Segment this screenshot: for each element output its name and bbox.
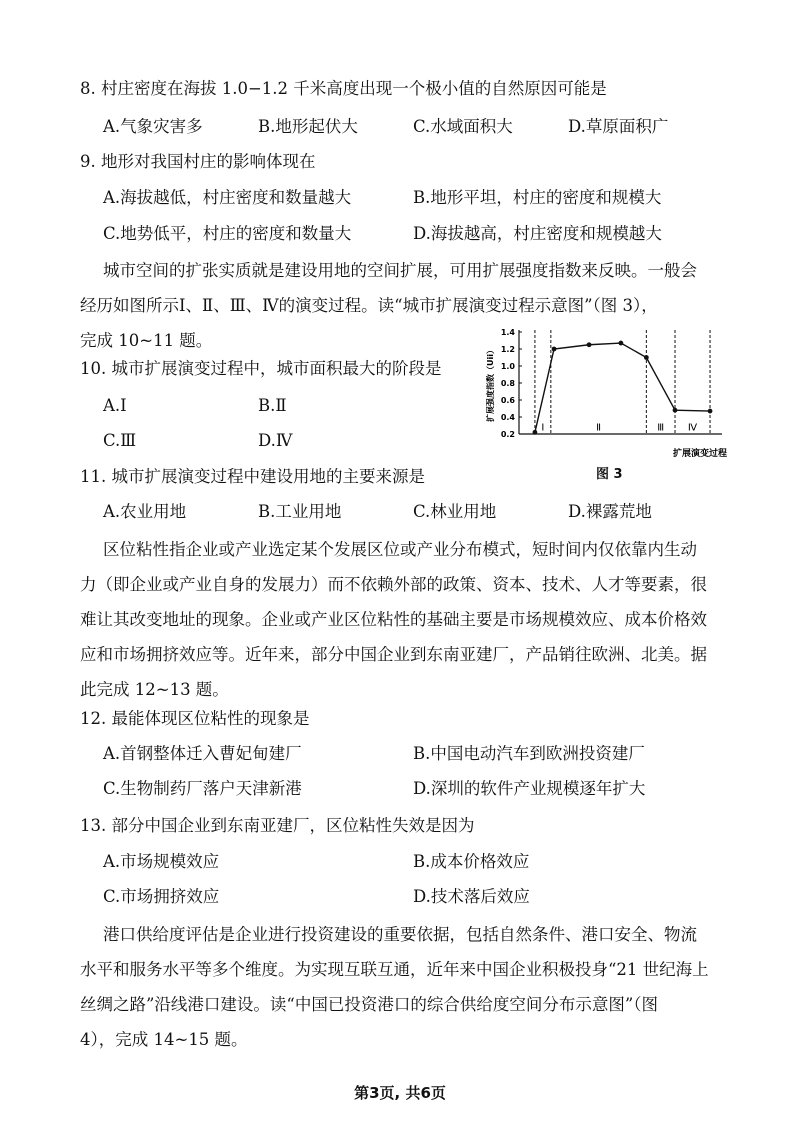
q12-option-c: C.生物制药厂落户天津新港: [103, 779, 302, 798]
x-axis-label: 扩展演变过程: [672, 449, 727, 459]
q9-option-d: D.海拔越高，村庄密度和规模越大: [413, 224, 662, 243]
stage-label: Ⅳ: [687, 422, 698, 434]
y-axis-label: 扩展强度指数（Uii）: [486, 346, 495, 422]
data-point: [708, 409, 713, 414]
data-point: [644, 355, 649, 360]
data-point: [587, 342, 592, 347]
q8-option-a: A.气象灾害多: [103, 117, 203, 136]
q13-option-b: B.成本价格效应: [413, 852, 530, 871]
data-point: [618, 341, 623, 346]
q13-option-c: C.市场拥挤效应: [103, 887, 220, 906]
q9-option-b: B.地形平坦，村庄的密度和规模大: [413, 188, 662, 207]
intro-12-13-line5: 此完成 12~13 题。: [80, 680, 229, 699]
intro-12-13-line2: 力（即企业或产业自身的发展力）而不依赖外部的政策、资本、技术、人才等要素，很: [80, 575, 707, 594]
q11-option-a: A.农业用地: [103, 502, 187, 521]
stage-dividers: [535, 330, 710, 434]
intro-14-15-line1: 港口供给度评估是企业进行投资建设的重要依据，包括自然条件、港口安全、物流: [103, 925, 697, 944]
y-tick-label: 1.2: [500, 345, 515, 354]
q12-option-b: B.中国电动汽车到欧洲投资建厂: [413, 744, 645, 763]
figure3-chart: [472, 322, 734, 462]
intro-12-13-line1: 区位粘性指企业或产业选定某个发展区位或产业分布模式，短时间内仅依靠内生动: [103, 540, 697, 559]
q11-option-b: B.工业用地: [258, 502, 342, 521]
q10-option-d: D.Ⅳ: [258, 431, 293, 450]
page-number: 第3页, 共6页: [354, 1084, 446, 1102]
q10-option-b: B.Ⅱ: [258, 396, 287, 415]
data-point: [552, 347, 557, 352]
q9-stem: 9. 地形对我国村庄的影响体现在: [80, 152, 316, 171]
q12-option-d: D.深圳的软件产业规模逐年扩大: [413, 779, 646, 798]
y-tick-label: 1.4: [500, 328, 515, 337]
q12-stem: 12. 最能体现区位粘性的现象是: [80, 709, 310, 728]
series-line: [535, 343, 710, 432]
stage-label: Ⅲ: [657, 422, 665, 434]
intro-14-15-line2: 水平和服务水平等多个维度。为实现互联互通，近年来中国企业积极投身“21 世纪海上: [80, 960, 709, 979]
stage-label: Ⅱ: [596, 422, 602, 434]
q10-stem: 10. 城市扩展演变过程中，城市面积最大的阶段是: [80, 359, 442, 378]
intro-10-11-line1: 城市空间的扩张实质就是建设用地的空间扩展，可用扩展强度指数来反映。一般会: [103, 261, 697, 280]
intro-12-13-line4: 应和市场拥挤效应等。近年来，部分中国企业到东南亚建厂，产品销往欧洲、北美。据: [80, 645, 707, 664]
q12-option-a: A.首钢整体迁入曹妃甸建厂: [103, 744, 302, 763]
q13-option-d: D.技术落后效应: [413, 887, 530, 906]
intro-12-13-line3: 难让其改变地址的现象。企业或产业区位粘性的基础主要是市场规模效应、成本价格效: [80, 610, 707, 629]
data-point: [673, 408, 678, 413]
intro-10-11-line3: 完成 10~11 题。: [80, 331, 213, 350]
y-tick-label: 0.8: [500, 379, 515, 388]
q13-stem: 13. 部分中国企业到东南亚建厂，区位粘性失效是因为: [80, 816, 475, 835]
q8-stem: 8. 村庄密度在海拔 1.0−1.2 千米高度出现一个极小值的自然原因可能是: [80, 79, 607, 98]
y-tick-label: 1.0: [500, 362, 515, 371]
q11-stem: 11. 城市扩展演变过程中建设用地的主要来源是: [80, 467, 425, 486]
q11-option-d: D.裸露荒地: [568, 502, 652, 521]
stage-labels: [541, 423, 698, 434]
y-tick-label: 0.2: [500, 430, 515, 439]
stage-label: Ⅰ: [541, 422, 545, 434]
figure3-caption: 图 3: [596, 467, 623, 482]
q8-option-b: B.地形起伏大: [258, 117, 358, 136]
intro-10-11-line2: 经历如图所示Ⅰ、Ⅱ、Ⅲ、Ⅳ的演变过程。读“城市扩展演变过程示意图”（图 3），: [80, 296, 658, 315]
y-tick-label: 0.6: [500, 396, 515, 405]
q10-option-c: C.Ⅲ: [103, 431, 137, 450]
data-series: [533, 341, 713, 435]
y-tick-label: 0.4: [500, 413, 515, 422]
intro-14-15-line4: 4），完成 14~15 题。: [80, 1030, 248, 1049]
data-point: [533, 430, 538, 435]
chart-axes: [519, 330, 722, 434]
q11-option-c: C.林业用地: [413, 502, 497, 521]
q8-option-c: C.水域面积大: [413, 117, 513, 136]
q9-option-a: A.海拔越低，村庄密度和数量越大: [103, 188, 352, 207]
q13-option-a: A.市场规模效应: [103, 852, 220, 871]
q10-option-a: A.Ⅰ: [103, 396, 127, 415]
q9-option-c: C.地势低平，村庄的密度和数量大: [103, 224, 352, 243]
intro-14-15-line3: 丝绸之路”沿线港口建设。读“中国已投资港口的综合供给度空间分布示意图”（图: [80, 995, 659, 1014]
q8-option-d: D.草原面积广: [568, 117, 669, 136]
